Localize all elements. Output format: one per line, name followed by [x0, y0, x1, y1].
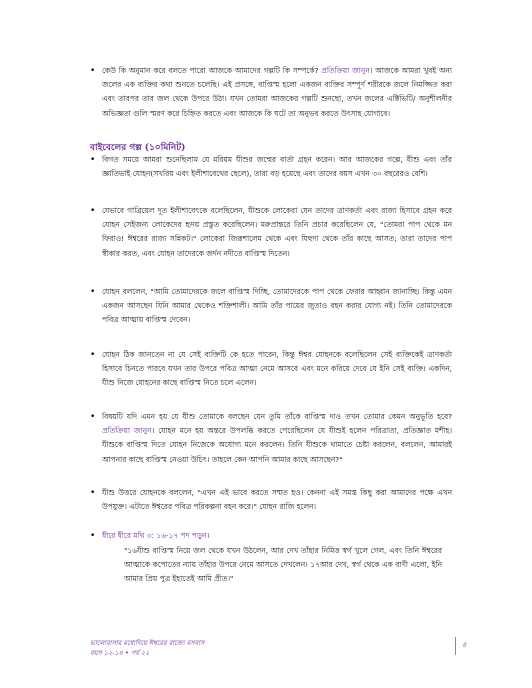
paragraph-jesus-answer [90, 486, 452, 514]
bullet-icon: • [90, 531, 96, 541]
bullet-icon: • [90, 206, 96, 216]
page-footer [90, 638, 204, 658]
paragraph-background [90, 153, 452, 181]
para-text: । [206, 531, 210, 540]
prompt-highlight: ধীরে ধীরে মথি ৩: ১৬-১৭ পদ পড়ুন [102, 531, 207, 540]
para-text: যোহন বললেন, "আমি তোমাদেরকে জলে বাপ্তিস্ম দিচ্ছি, তোমাদেরকে পাপ থেকে ফেরার আহ্বান জানাচ্ছি। কিন্তু এমন একজন আসছেন যিনি আমার থেকেও শক্তিশালী। আমি তাঁর পায়ের জুতাও বহন করার যোগ্য নই। তিনি তোমাদেরকে পবিত্র আত্মায় বাপ্তিস্ম দেবেন। [102, 287, 452, 325]
para-text: বিষয়টি যদি এমন হয় যে যীশু তোমাকে বলছেন যেন তুমি তাঁকে বাপ্তিস্ম দাও তখন তোমার কেমন অনুভূতি হবে? [102, 412, 452, 421]
page-number: ৪ [462, 641, 467, 649]
paragraph-john-says [90, 285, 452, 328]
prompt-highlight: প্রতিক্রিয়া জানুন [102, 426, 152, 436]
bullet-icon: • [90, 155, 96, 165]
bullet-icon: • [90, 66, 96, 76]
scripture-quote: "১৬যীশু বাপ্তিস্ম নিয়ে জল থেকে যখন উঠলেন, আর দেখ তাঁহার নিমিত্ত স্বর্গ খুলে গেল, এবং তিনি ঈশ্বরের আত্মাকে কপোতের ন্যায় তাঁহার উপরে নেমে আসতে দেখলেন। ১৭আর দেখ, স্বর্গ থেকে এক বাণী এলো, ইনি আমার প্রিয় পুত্র ইহাতেই আমি প্রীত।" [124, 546, 442, 584]
para-text: যীশু উত্তরে যোহনকে বললেন, "এখন এই ভাবে করতে সম্মত হও। কেননা এই সমস্ত কিছু করা আমাদের পক্ষে এখন উপযুক্ত। এটাতে ঈশ্বরের পবিত্র পরিকল্পনা বহন করে।" যোহন রাজি হলেন। [102, 488, 452, 512]
bullet-icon: • [90, 488, 96, 498]
bullet-icon: • [90, 350, 96, 360]
para-text: । আজকে আমরা খুবই অন্য জলের এক ব্যক্তির কথা শুনতে চলেছি। এই প্রসঙ্গে, বাপ্তিস্ম হলো একজন ব্যক্তির সম্পূর্ণ শরীরকে জলে নিমজ্জিত করা এবং তারপর তার জল থেকে উপরে উঠা। যখন তোমরা আজকের গল্পটি শুনছো, তখন জলের এক্টিভিটি/ অনুশীলনীর অভিজ্ঞতা গুলি স্মরণ করে চিহ্নিত করতে এবং আজকে কি ঘটে তা অনুভব করতে উৎসাহ যোগাবে। [102, 66, 452, 118]
bullet-icon: • [90, 412, 96, 422]
para-text: কেউ কি অনুমান করে বলতে পারো আজকে আমাদের গল্পটি কি সম্পর্কে? [102, 66, 322, 75]
para-text: বিগত সময়ে আমরা শুনেছিলাম যে মরিয়ম যীশুর জন্মের বার্তা গ্রহন করেন। আর আজকের গল্পে, যীশু এবং তাঁর জ্ঞাতিভাই যোহন(সখরিয় এবং ইলীশাবেথের ছেলে), তারা বড় হয়েছে এবং তাদের বয়স এখন ৩০ বছরেরও বেশি। [102, 155, 452, 179]
paragraph-john-unsure [90, 348, 452, 391]
paragraph-gabriel [90, 204, 452, 261]
prompt-highlight: প্রতিক্রিয়া জানুন [321, 66, 370, 75]
footer-divider [455, 637, 456, 655]
para-text: যেভাবে গাব্রিয়েল দূত ইলীশাবেৎকে বলেছিলেন, যীশুকে লোকেরা যেন তাদের ত্রাণকর্তা এবং রাজা হিসাবে গ্রহন করে যোহন সেইজন্য লোকেদের হৃদয় প্রস্তুত করেছিলেন। মরুপ্রান্তরে তিনি প্রচার করেছিলেন যে, "তোমরা পাপ থেকে মন ফিরাও! ঈশ্বরের রাজ্য সন্নিকট।" লোকেরা জিরূশালেম থেকে এবং যিহুদা থেকে তাঁর কাছে আসত; তারা তাদের পাপ স্বীকার করত, এবং যোহন তাদেরকে জর্দন নদীতে বাপ্তিস্ম দিতেন। [102, 206, 452, 258]
paragraph-intro [90, 64, 452, 121]
para-text: যোহন ঠিক জানতেন না যে সেই ব্যক্তিটি কে হতে পারেন, কিন্তু ঈশ্বর যোহনকে বলেছিলেন সেই ব্যক্তিকেই ত্রাণকর্তা হিসাবে চিনতে পারবে যখন তার উপরে পবিত্র আত্মা নেমে আসবে এবং মনে করিয়ে দেবে যে ইনি সেই ব্যক্তি। একদিন, যীশু নিজে যোহনের কাছে বাপ্তিস্ম নিতে চলে এলেন। [102, 350, 452, 388]
footer-subtitle: বয়স ১২-১৪ • পর্ব ২২ [90, 649, 150, 657]
para-text: । যোহন মনে হয় অন্তরে উপলব্ধি করতে পেরেছিলেন যে যীশুই হলেন পরিত্রাতা, প্রতিজ্ঞাত মশীহ। যীশুকে বাপ্তিস্ম দিতে যোহন নিজেকে অযোগ্য মনে করলেন। তিনি যীশুকে থামাতে চেষ্টা করলেন, বললেন, আমারই আপনার কাছে বাপ্তিস্ম নেওয়া উচিৎ। তাহলে কেন আপনি আমার কাছে আসছেন?" [102, 426, 452, 464]
section-title: বাইবেলের গল্প (১০মিনিট) [90, 143, 186, 153]
bullet-icon: • [90, 287, 96, 297]
paragraph-reflect [90, 410, 452, 467]
paragraph-read-scripture [90, 529, 452, 543]
footer-title: ভালোবাসার মধ্যেদিয়ে ঈশ্বরের রাজ্যে বসবাস [90, 639, 205, 647]
